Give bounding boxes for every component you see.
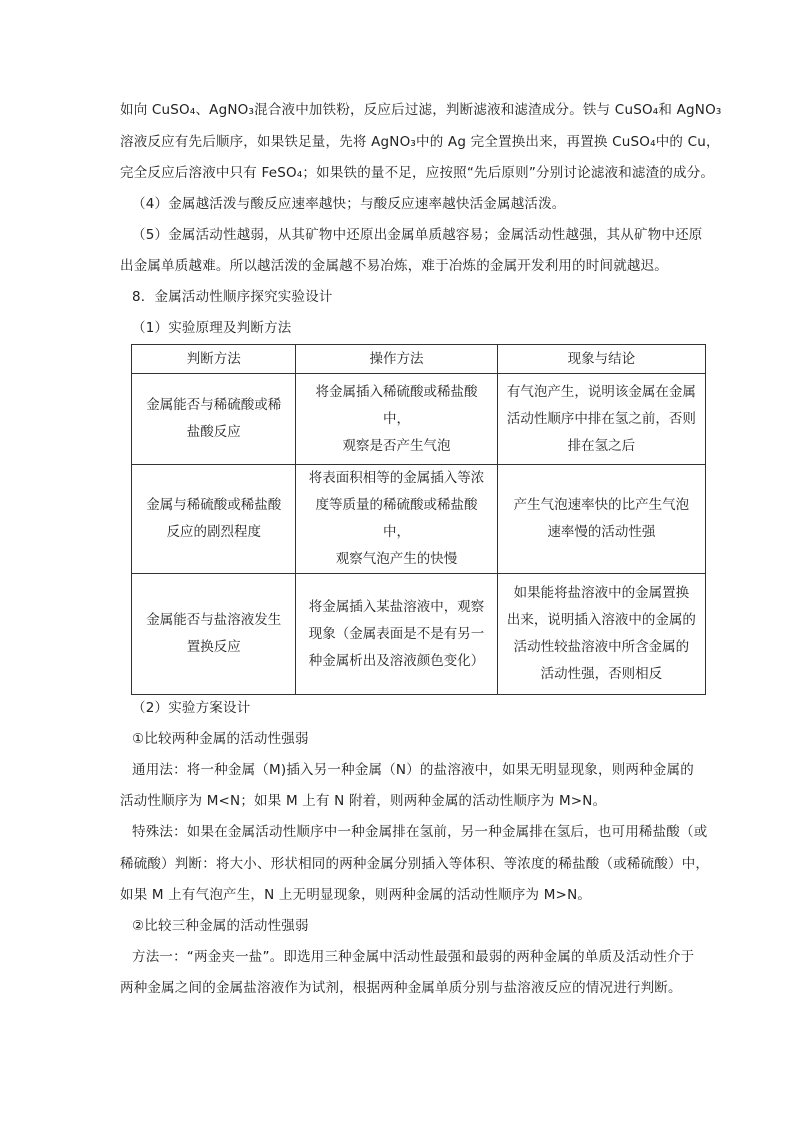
cell-line: 将金属插入稀硫酸或稀盐酸中， <box>315 383 478 427</box>
cell-line: 现象（金属表面是不是有另一 <box>308 625 485 642</box>
cell-line: 产生气泡速率快的比产生气泡 <box>513 497 690 513</box>
table-cell <box>497 374 705 465</box>
cell-line: 度等质量的稀硫酸或稀盐酸中， <box>315 497 478 540</box>
table-row <box>132 574 706 695</box>
subsection-heading: （1）实验原理及判断方法 <box>132 320 292 336</box>
paragraph-line: 两种金属之间的金属盐溶液作为试剂，根据两种金属单质分别与盐溶液反应的情况进行判断。 <box>120 980 682 996</box>
cell-line: 置换反应 <box>186 639 241 655</box>
cell-line: 活动性强，否则相反 <box>540 666 663 682</box>
cell-line: 观察气泡产生的快慢 <box>335 551 458 567</box>
cell-line: 出来，说明插入溶液中的金属的 <box>506 612 696 628</box>
table-header-row <box>132 345 706 374</box>
cell-line: 金属能否与稀硫酸或稀 <box>146 397 282 413</box>
cell-line: 金属与稀硫酸或稀盐酸 <box>146 497 282 513</box>
paragraph-line: 出金属单质越难。所以越活泼的金属越不易冶炼，难于冶炼的金属开发利用的时间就越迟。 <box>120 258 668 274</box>
cell-line: 速率慢的活动性强 <box>547 524 656 540</box>
cell-line: 将金属插入某盐溶液中，观察 <box>308 598 485 615</box>
section-heading: 8．金属活动性顺序探究实验设计 <box>132 289 333 305</box>
table-row <box>132 374 706 465</box>
table-header: 判断方法 <box>132 345 296 374</box>
paragraph-line: 特殊法：如果在金属活动性顺序中一种金属排在氢前，另一种金属排在氢后，也可用稀盐酸（或 <box>132 824 708 840</box>
cell-line: 盐酸反应 <box>186 424 241 440</box>
paragraph-line: 方法一：“两金夹一盐”。即选用三种金属中活动性最强和最弱的两种金属的单质及活动性介于 <box>132 949 695 965</box>
table-cell <box>132 374 296 465</box>
cell-line: 如果能将盐溶液中的金属置换 <box>513 585 690 601</box>
paragraph-line: 如向 CuSO₄、AgNO₃混合液中加铁粉，反应后过滤，判断滤液和滤渣成分。铁与 CuSO₄和 AgNO₃ <box>120 102 722 118</box>
table-cell <box>296 374 497 465</box>
item-heading: ①比较两种金属的活动性强弱 <box>132 731 309 747</box>
table-header: 现象与结论 <box>497 345 705 374</box>
paragraph-line: （5）金属活动性越弱，从其矿物中还原出金属单质越容易；金属活动性越强，其从矿物中还原 <box>132 227 703 243</box>
table-cell <box>497 574 705 695</box>
paragraph-line: 溶液反应有先后顺序，如果铁足量，先将 AgNO₃中的 Ag 完全置换出来，再置换 CuSO₄中的 Cu， <box>120 134 720 150</box>
subsection-heading: （2）实验方案设计 <box>132 700 251 716</box>
table-cell <box>132 574 296 695</box>
cell-line: 排在氢之后 <box>567 437 636 454</box>
item-heading: ②比较三种金属的活动性强弱 <box>132 918 309 934</box>
paragraph-line: 通用法：将一种金属（M)插入另一种金属（N）的盐溶液中，如果无明显现象，则两种金属的 <box>132 762 694 778</box>
cell-line: 种金属析出及溶液颜色变化） <box>308 652 485 669</box>
paragraph-line: （4）金属越活泼与酸反应速率越快；与酸反应速率越快活金属越活泼。 <box>132 196 566 212</box>
paragraph-line: 活动性顺序为 M<N；如果 M 上有 N 附着，则两种金属的活动性顺序为 M>N。 <box>120 793 607 809</box>
paragraph-line: 完全反应后溶液中只有 FeSO₄；如果铁的量不足，应按照“先后原则”分别讨论滤液和滤渣的成分。 <box>120 165 715 181</box>
cell-line: 活动性顺序中排在氢之前，否则 <box>506 410 696 427</box>
method-table <box>131 344 706 695</box>
cell-line: 将表面积相等的金属插入等浓 <box>308 470 485 486</box>
table-row <box>132 465 706 574</box>
table-cell <box>296 465 497 574</box>
cell-line: 活动性较盐溶液中所含金属的 <box>513 639 690 655</box>
cell-line: 观察是否产生气泡 <box>342 437 451 454</box>
table-cell <box>296 574 497 695</box>
table-cell <box>132 465 296 574</box>
cell-line: 有气泡产生，说明该金属在金属 <box>506 383 696 400</box>
table-cell <box>497 465 705 574</box>
paragraph-line: 如果 M 上有气泡产生，N 上无明显现象，则两种金属的活动性顺序为 M>N。 <box>120 887 592 903</box>
paragraph-line: 稀硫酸）判断：将大小、形状相同的两种金属分别插入等体积、等浓度的稀盐酸（或稀硫酸）中， <box>120 856 710 872</box>
cell-line: 反应的剧烈程度 <box>166 524 261 540</box>
table-header: 操作方法 <box>296 345 497 374</box>
cell-line: 金属能否与盐溶液发生 <box>146 612 282 628</box>
